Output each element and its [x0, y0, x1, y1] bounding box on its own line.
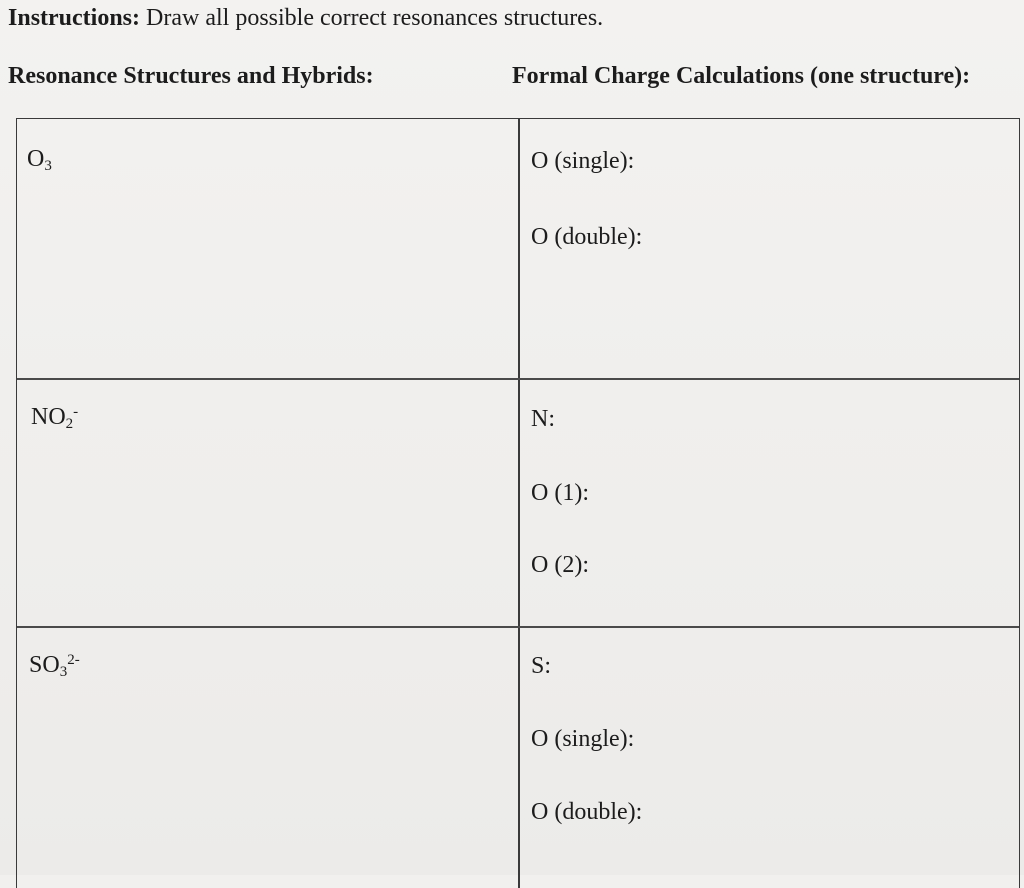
worksheet-table [16, 118, 1020, 888]
calc-label-o-double-so3: O (double): [531, 799, 643, 825]
instructions-line [8, 4, 603, 32]
header-formal-charge: Formal Charge Calculations (one structure): [512, 63, 971, 89]
molecule-label-no2: $NO_2^-$ [31, 404, 79, 432]
molecule-label-o3: $O_3$ [27, 146, 52, 174]
calc-label-o-2: O (2): [531, 552, 589, 578]
calc-label-o-1: O (1): [531, 480, 589, 506]
column-divider [518, 119, 520, 888]
calc-label-o-single-so3: O (single): [531, 726, 635, 752]
header-resonance-structures: Resonance Structures and Hybrids: [8, 63, 374, 89]
calc-label-o-single: O (single): [531, 148, 635, 174]
molecule-label-so3: $SO_3^{2-}$ [29, 652, 80, 680]
row-divider-2 [17, 626, 1019, 628]
calc-label-s: S: [531, 653, 552, 679]
instructions-text: Draw all possible correct resonances structures. [140, 5, 604, 31]
calc-label-n: N: [531, 406, 555, 432]
instructions-lead: Instructions: [8, 5, 141, 31]
calc-label-o-double: O (double): [531, 224, 643, 250]
row-divider-1 [17, 378, 1019, 380]
